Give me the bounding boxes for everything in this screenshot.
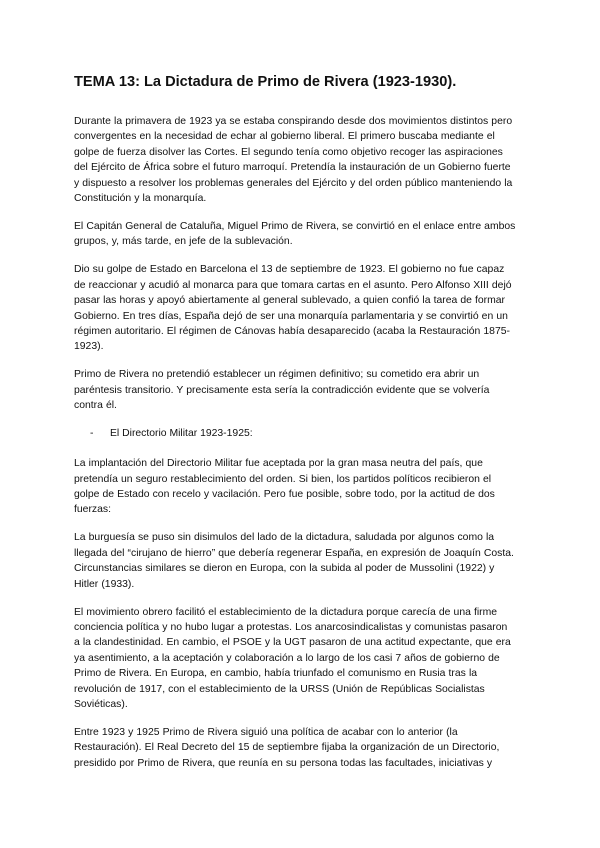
paragraph-workers-movement: El movimiento obrero facilitó el establecimiento de la dictadura porque carecía de una firme conciencia política y no hubo lugar a protestas. Los anarcosindicalistas y comunistas pasaron a la clandestinidad. En cambio, el PSOE y la UGT pasaron de una actitud expectante, que era ya asentimiento, a la aceptación y colaboración a lo largo de los casi 7 años de gobierno de Primo de Rivera. En Europa, en cambio, había triunfado el comunismo en Rusia tras la revolución de 1917, con el establecimiento de la URSS (Unión de Repúblicas Socialistas Soviéticas). bbox=[74, 606, 511, 711]
bullet-text: El Directorio Militar 1923-1925: bbox=[110, 428, 253, 440]
bullet-directorio-militar bbox=[74, 426, 516, 441]
paragraph-implantation: La implantación del Directorio Militar fue aceptada por la gran masa neutra del país, que pretendía un seguro restablecimiento del orden. Si bien, los partidos políticos recibieron el golpe de Estado con recelo y vacilación. Pero fue posible, sobre todo, por la actitud de dos fuerzas: bbox=[74, 458, 495, 516]
paragraph-bourgeoisie: La burguesía se puso sin disimulos del lado de la dictadura, saludada por algunos como la llegada del “cirujano de hierro” que debería regenerar España, en expresión de Joaquín Costa. Circunstancias similares se dieron en Europa, con la subida al poder de Mussolini (1922) y Hitler (1933). bbox=[74, 532, 514, 590]
paragraph-conspiracy: Durante la primavera de 1923 ya se estaba conspirando desde dos movimientos distintos pero convergentes en la necesidad de echar al gobierno liberal. El primero buscaba mediante el golpe de fuerza disolver las Cortes. El segundo tenía como objetivo recoger las aspiraciones del Ejército de África sobre el futuro marroquí. Pretendía la instauración de un Gobierno fuerte y dispuesto a resolver los problemas generales del Ejército y del orden público manteniendo la Constitución y la monarquía. bbox=[74, 116, 513, 205]
paragraph-real-decreto: Entre 1923 y 1925 Primo de Rivera siguió una política de acabar con lo anterior (la Restauración). El Real Decreto del 15 de septiembre fijaba la organización de un Directorio, presidido por Primo de Rivera, que reunía en su persona todas las facultades, iniciativas y bbox=[74, 727, 500, 769]
paragraph-coup: Dio su golpe de Estado en Barcelona el 13 de septiembre de 1923. El gobierno no fue capaz de reaccionar y acudió al monarca para que tomara cartas en el asunto. Pero Alfonso XIII dejó pasar las horas y apoyó abiertamente al general sublevado, a quien confió la tarea de formar Gobierno. En tres días, España dejó de ser una monarquía parlamentaria y se convirtió en un régimen autoritario. El régimen de Cánovas había desaparecido (acaba la Restauración 1875-1923). bbox=[74, 264, 512, 353]
bullet-marker: - bbox=[90, 428, 94, 440]
paragraph-transitory: Primo de Rivera no pretendió establecer un régimen definitivo; su cometido era abrir un paréntesis transitorio. Y precisamente esta sería la contradicción evidente que se volvería contra él. bbox=[74, 369, 490, 412]
document-title: TEMA 13: La Dictadura de Primo de Rivera (1923-1930). bbox=[74, 74, 457, 90]
paragraph-captain-general: El Capitán General de Cataluña, Miguel Primo de Rivera, se convirtió en el enlace entre ambos grupos, y, más tarde, en jefe de la sublevación. bbox=[74, 221, 516, 248]
